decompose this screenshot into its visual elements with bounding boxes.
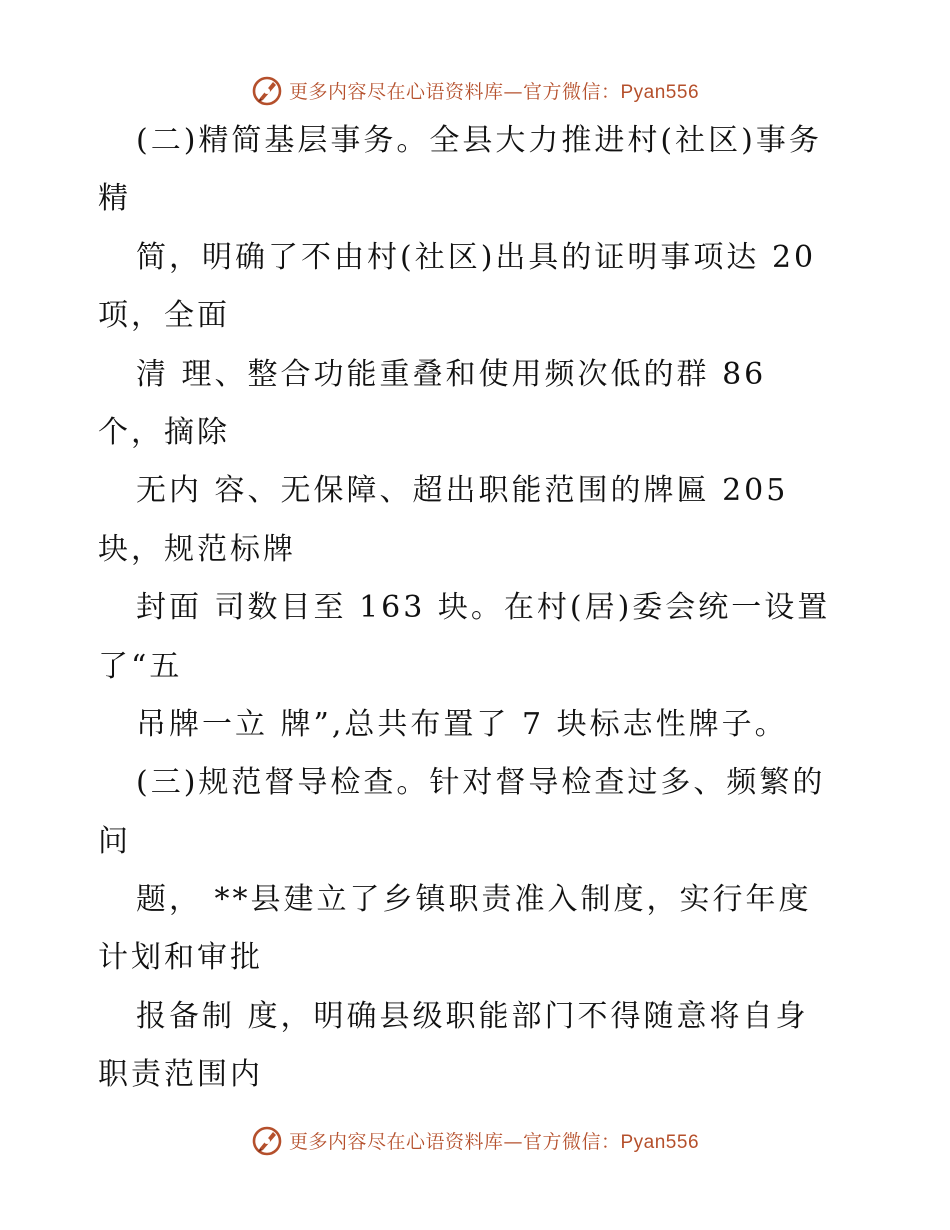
document-body bbox=[98, 112, 868, 1105]
footer-banner-text: 更多内容尽在心语资料库—官方微信：Pyan556 bbox=[288, 1130, 700, 1153]
body-line: 计划和审批 bbox=[98, 940, 263, 976]
footer-banner bbox=[0, 1120, 950, 1160]
body-line: 精 bbox=[98, 181, 131, 217]
body-line: 吊牌一立 牌”,总共布置了 7 块标志性牌子。 bbox=[136, 706, 788, 742]
body-line: 清 理、整合功能重叠和使用频次低的群 86 bbox=[136, 356, 767, 392]
body-line: 项，全面 bbox=[98, 298, 230, 334]
body-line: 报备制 度，明确县级职能部门不得随意将自身 bbox=[136, 998, 809, 1034]
body-line: 职责范围内 bbox=[98, 1057, 263, 1093]
body-line: 简，明确了不由村(社区)出具的证明事项达 20 bbox=[136, 239, 817, 275]
quill-pen-logo-icon bbox=[251, 74, 283, 106]
body-line: 个，摘除 bbox=[98, 414, 230, 450]
body-line: 封面 司数目至 163 块。在村(居)委会统一设置 bbox=[136, 590, 831, 626]
body-line: (二)精简基层事务。全县大力推进村(社区)事务 bbox=[136, 123, 822, 158]
body-line: 问 bbox=[98, 823, 131, 859]
body-line: 块，规范标牌 bbox=[98, 531, 296, 567]
body-line: 无内 容、无保障、超出职能范围的牌匾 205 bbox=[136, 473, 789, 509]
body-line: 了“五 bbox=[98, 648, 183, 684]
header-banner bbox=[0, 70, 950, 110]
footer-wechat-id: Pyan556 bbox=[620, 1131, 700, 1153]
header-banner-text: 更多内容尽在心语资料库—官方微信：Pyan556 bbox=[288, 80, 700, 103]
quill-pen-logo-icon bbox=[251, 1124, 283, 1156]
body-line: 题， **县建立了乡镇职责准入制度，实行年度 bbox=[136, 882, 812, 918]
header-wechat-id: Pyan556 bbox=[620, 81, 700, 103]
body-line: (三)规范督导检查。针对督导检查过多、频繁的 bbox=[136, 765, 826, 801]
